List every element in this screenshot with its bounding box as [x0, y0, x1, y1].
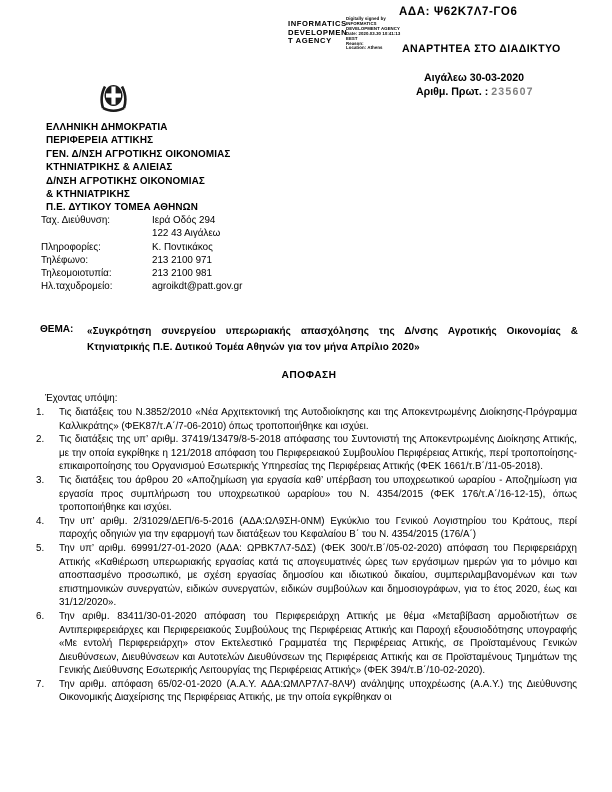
subject-text: «Συγκρότηση συνεργείου υπερωριακής απασχόλησης της Δ/νσης Αγροτικής Οικονομίας & Κτηνιατρικής Π.Ε. Δυτικού Τομέα Αθηνών για τον μήνα Απρίλιο 2020» — [87, 326, 578, 353]
list-item — [36, 515, 577, 542]
list-item-number: 4. — [36, 515, 45, 527]
list-item-text: Την αριθμ. 83411/30-01-2020 απόφαση του Περιφερειάρχη Αττικής με θέμα «Μεταβίβαση αρμοδιοτήτων σε Αντιπεριφερειάρχες και Περιφερειακούς Συμβούλους της Περιφέρειας Αττικής και Παροχή εξουσιοδότησης υπογραφής «Με εντολή Περιφερειάρχη» στον Εκτελεστικό Γραμματέα της Περιφέρειας Αττικής, σε Προϊσταμένους Γενικών Διευθύνσεων, Διευθύνσεων και Αυτοτελών Διευθύνσεων της Περιφέρειας Αττικής και σε Προϊσταμένους Τμημάτων της Γενικής Διεύθυνσης Εσωτερικής Λειτουργίας της Περιφέρειας Αττικής» (ΦΕΚ 394/τ.Β΄/10-02-2020). — [59, 610, 577, 677]
list-item-text: Τις διατάξεις του Ν.3852/2010 «Νέα Αρχιτεκτονική της Αυτοδιοίκησης και της Αποκεντρωμένης Διοίκησης-Πρόγραμμα Καλλικράτης» (ΦΕΚ87/τ.Α΄/7-06-2010) όπως τροποποιήθηκε και ισχύει. — [59, 407, 577, 432]
contact-label: Τηλεομοιοτυπία: — [41, 268, 112, 280]
contact-label: Τηλέφωνο: — [41, 254, 89, 266]
list-item-number: 3. — [36, 474, 45, 486]
signature-agency-stamp — [288, 20, 347, 46]
signature-detail-line: Date: 2020.03.30 10:41:13 — [346, 30, 401, 36]
list-item-number: 1. — [36, 407, 45, 418]
signature-agency-line: T AGENCY — [288, 36, 332, 46]
letterhead-org-block — [46, 121, 231, 215]
signature-agency-line: DEVELOPMEN — [288, 27, 348, 37]
list-item-text: Την αριθμ. απόφαση 65/02-01-2020 (Α.Α.Υ. ΑΔΑ:ΩΜΛΡ7Λ7-8ΛΨ) ανάληψης υποχρέωσης (Α.Α.Υ.) της Διεύθυνσης Οικονομικής Διαχείρισης της Περιφέρειας Αττικής, με την οποία εγκρίθηκαν οι — [59, 678, 577, 704]
considerations-list — [36, 406, 577, 705]
web-posting-notice: ΑΝΑΡΤΗΤΕΑ ΣΤΟ ΔΙΑΔΙΚΤΥΟ — [402, 43, 561, 55]
contact-row — [41, 241, 242, 254]
contact-row — [41, 280, 242, 293]
list-item — [36, 610, 577, 678]
contact-value: 213 2100 971 — [152, 254, 212, 266]
contact-label — [41, 227, 152, 240]
list-item-number: 2. — [36, 434, 45, 446]
contact-value: 122 43 Αιγάλεω — [152, 228, 221, 240]
contact-label: Ηλ.ταχυδρομείο: — [41, 281, 113, 293]
contact-label: Ταχ. Διεύθυνση: — [41, 215, 110, 226]
list-item-number: 5. — [36, 542, 45, 554]
place-date: Αιγάλεω 30-03-2020 — [424, 72, 524, 84]
signature-detail-line: Reason: — [346, 40, 364, 46]
signature-agency-line: INFORMATICS — [288, 19, 347, 28]
ada-code: ΑΔΑ: Ψ62Κ7Λ7-ΓΟ6 — [399, 6, 518, 18]
org-line: ΠΕΡΙΦΕΡΕΙΑ ΑΤΤΙΚΗΣ — [46, 135, 154, 147]
list-item-number: 7. — [36, 678, 45, 690]
contact-value: Ιερά Οδός 294 — [152, 215, 216, 226]
org-line: Π.Ε. ΔΥΤΙΚΟΥ ΤΟΜΕΑ ΑΘΗΝΩΝ — [46, 202, 199, 214]
signature-detail-line: INFORMATICS — [346, 20, 377, 26]
protocol-number: 235607 — [491, 86, 534, 98]
preamble: Έχοντας υπόψη: — [45, 393, 118, 404]
org-line: Δ/ΝΣΗ ΑΓΡΟΤΙΚΗΣ ΟΙΚΟΝΟΜΙΑΣ — [46, 175, 205, 187]
list-item — [36, 433, 577, 474]
protocol-label: Αριθμ. Πρωτ. : — [416, 86, 489, 98]
greek-coat-of-arms-icon — [98, 82, 129, 113]
subject-block — [40, 324, 578, 356]
signature-detail-line: Digitally signed by — [346, 16, 386, 21]
signature-detail-line: Location: Athens — [346, 45, 383, 51]
list-item — [36, 542, 577, 610]
org-line: ΕΛΛΗΝΙΚΗ ΔΗΜΟΚΡΑΤΙΑ — [46, 122, 168, 133]
contact-row — [41, 227, 242, 240]
contact-row — [41, 254, 242, 267]
contact-block — [41, 214, 242, 294]
list-item-text: Τις διατάξεις του άρθρου 20 «Αποζημίωση για εργασία καθ’ υπέρβαση του υποχρεωτικού ωραρίου - Αποζημίωση για εργασία προς συμπλήρωση του υποχρεωτικού ωραρίου» του Ν. 4354/2015 (ΦΕΚ 176/τ.Α΄/16-12-15), όπως τροποποιήθηκε και ισχύει. — [59, 474, 577, 514]
list-item — [36, 474, 577, 515]
list-item-text: Την υπ’ αριθμ. 2/31029/ΔΕΠ/6-5-2016 (ΑΔΑ:ΩΛ9ΣΗ-0ΝΜ) Εγκύκλιο του Γενικού Λογιστηρίου του Κράτους, περί παροχής οδηγιών για την εφαρμογή των διατάξεων του Κεφαλαίου Β΄ του Ν. 4354/2015 (176/Α΄) — [59, 515, 577, 541]
protocol-line — [416, 86, 534, 98]
list-item-text: Την υπ’ αριθμ. 69991/27-01-2020 (ΑΔΑ: ΩΡΒΚ7Λ7-5ΔΣ) (ΦΕΚ 300/τ.Β΄/05-02-2020) απόφαση του Περιφερειάρχη Αττικής «Καθιέρωση υπερωριακής εργασίας κατά τις απογευματινές ώρες των εργάσιμων ημερών για το μόνιμο και αποσπασμένο προσωπικό, με σχέση εργασίας δημοσίου και ιδιωτικού δικαίου, συμπεριλαμβανομένων και των επιστημονικών συνεργατών, ειδικών συνεργατών, ειδικών συμβούλων και δημοσιογράφων, για το έτος 2020, έως και 31/12/2020». — [59, 542, 577, 609]
contact-row — [41, 214, 242, 227]
contact-email: agroikdt@patt.gov.gr — [152, 281, 243, 293]
list-item — [36, 406, 577, 433]
signature-detail-line: EEST — [346, 35, 358, 41]
org-line: ΚΤΗΝΙΑΤΡΙΚΗΣ & ΑΛΙΕΙΑΣ — [46, 162, 173, 174]
decision-title: ΑΠΟΦΑΣΗ — [281, 370, 337, 381]
org-line: ΓΕΝ. Δ/ΝΣΗ ΑΓΡΟΤΙΚΗΣ ΟΙΚΟΝΟΜΙΑΣ — [46, 148, 231, 160]
contact-value: Κ. Ποντικάκος — [152, 241, 213, 253]
list-item-text: Τις διατάξεις της υπ’ αριθμ. 37419/13479/8-5-2018 απόφασης του Συντονιστή της Αποκεντρωμένης Διοίκησης Αττικής, με την οποία εγκρίθηκε η 121/2018 απόφαση του Περιφερειακού Συμβουλίου Περιφέρειας Αττικής, περί τροποποίησης-επικαιροποίησης του Οργανισμού Εσωτερικής Υπηρεσίας της Περιφέρειας Αττικής (ΦΕΚ 1661/τ.Β΄/11-05-2018). — [59, 434, 577, 473]
contact-label: Πληροφορίες: — [41, 241, 101, 253]
subject-label: ΘΕΜΑ: — [40, 324, 74, 335]
contact-value: 213 2100 981 — [152, 268, 212, 280]
list-item-number: 6. — [36, 610, 45, 622]
list-item — [36, 678, 577, 705]
contact-row — [41, 267, 242, 280]
signature-detail-line: DEVELOPMENT AGENCY — [346, 25, 400, 31]
signature-detail-stamp — [346, 17, 400, 51]
org-line: & ΚΤΗΝΙΑΤΡΙΚΗΣ — [46, 189, 131, 201]
